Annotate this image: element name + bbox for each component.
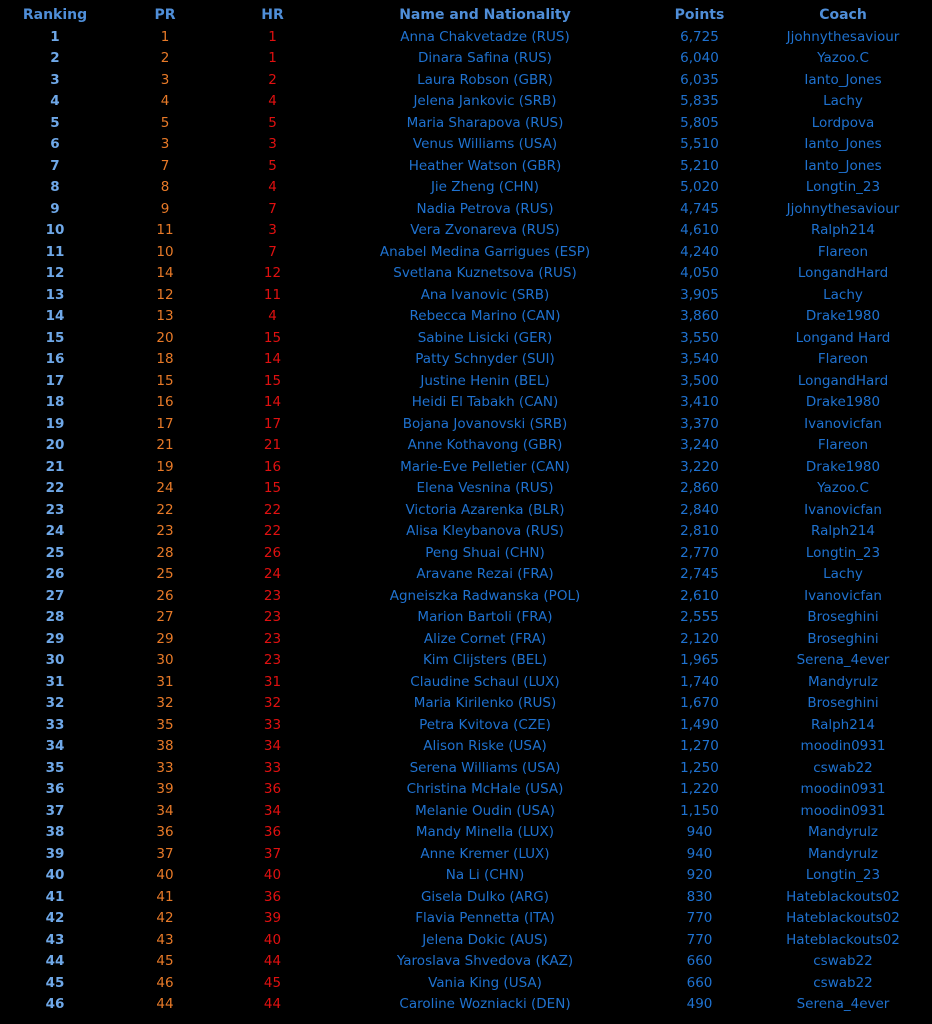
hr-cell: 15 bbox=[263, 372, 282, 389]
player-name-cell: Elena Vesnina (RUS) bbox=[416, 480, 554, 496]
points-cell: 660 bbox=[686, 953, 713, 969]
coach-cell: LongandHard bbox=[797, 372, 889, 389]
ranking-cell: 9 bbox=[50, 200, 60, 217]
ranking-cell: 28 bbox=[45, 609, 65, 625]
points-cell: 770 bbox=[686, 910, 713, 926]
ranking-cell: 3 bbox=[50, 71, 60, 88]
pr-cell: 16 bbox=[156, 394, 174, 410]
ranking-cell: 34 bbox=[45, 738, 65, 754]
pr-cell: 2 bbox=[160, 50, 170, 66]
player-name-cell: Petra Kvitova (CZE) bbox=[419, 716, 551, 733]
ranking-cell: 23 bbox=[45, 501, 65, 518]
coach-cell: Hateblackouts02 bbox=[786, 888, 900, 905]
ranking-cell: 11 bbox=[45, 243, 65, 260]
player-name-cell: Jie Zheng (CHN) bbox=[430, 179, 540, 195]
hr-cell: 7 bbox=[268, 200, 277, 217]
hr-cell: 44 bbox=[263, 953, 282, 969]
points-cell: 1,220 bbox=[680, 781, 719, 797]
points-cell: 3,500 bbox=[680, 372, 719, 389]
points-cell: 2,840 bbox=[680, 501, 719, 518]
ranking-cell: 20 bbox=[45, 437, 65, 453]
pr-cell: 23 bbox=[156, 523, 174, 539]
pr-cell: 39 bbox=[156, 781, 174, 797]
points-cell: 1,740 bbox=[680, 673, 719, 690]
ranking-cell: 25 bbox=[45, 544, 65, 561]
header-ranking: Ranking bbox=[22, 7, 88, 23]
hr-cell: 16 bbox=[263, 458, 282, 475]
points-cell: 2,770 bbox=[680, 544, 719, 561]
player-name-cell: Victoria Azarenka (BLR) bbox=[405, 501, 565, 518]
ranking-cell: 27 bbox=[45, 587, 65, 604]
pr-cell: 11 bbox=[156, 222, 174, 238]
pr-cell: 21 bbox=[156, 437, 174, 453]
player-name-cell: Gisela Dulko (ARG) bbox=[420, 888, 550, 905]
header-points: Points bbox=[674, 7, 725, 23]
hr-cell: 4 bbox=[268, 308, 277, 324]
player-name-cell: Serena Williams (USA) bbox=[409, 759, 561, 776]
coach-cell: Longtin_23 bbox=[805, 544, 881, 561]
pr-cell: 7 bbox=[160, 157, 170, 174]
points-cell: 4,050 bbox=[680, 265, 719, 281]
ranking-cell: 14 bbox=[45, 308, 65, 324]
player-name-cell: Vera Zvonareva (RUS) bbox=[410, 222, 560, 238]
pr-cell: 30 bbox=[156, 652, 174, 668]
hr-cell: 26 bbox=[263, 544, 282, 561]
points-cell: 940 bbox=[686, 845, 713, 862]
coach-cell: LongandHard bbox=[797, 265, 889, 281]
hr-cell: 17 bbox=[263, 415, 282, 432]
hr-cell: 39 bbox=[263, 910, 282, 926]
player-name-cell: Na Li (CHN) bbox=[445, 867, 525, 883]
ranking-cell: 22 bbox=[45, 480, 65, 496]
pr-cell: 37 bbox=[156, 845, 174, 862]
ranking-cell: 42 bbox=[45, 910, 65, 926]
player-name-cell: Peng Shuai (CHN) bbox=[425, 544, 545, 561]
coach-cell: Longtin_23 bbox=[805, 867, 881, 883]
coach-cell: Ianto_Jones bbox=[804, 136, 882, 152]
points-cell: 940 bbox=[686, 824, 713, 840]
hr-cell: 5 bbox=[268, 157, 277, 174]
pr-cell: 25 bbox=[156, 566, 174, 582]
coach-cell: Jjohnythesaviour bbox=[786, 200, 900, 217]
ranking-cell: 38 bbox=[45, 824, 65, 840]
coach-cell: Mandyrulz bbox=[808, 845, 878, 862]
player-name-cell: Kim Clijsters (BEL) bbox=[422, 652, 548, 668]
pr-cell: 28 bbox=[156, 544, 174, 561]
hr-cell: 33 bbox=[263, 759, 282, 776]
points-cell: 3,540 bbox=[680, 351, 719, 367]
pr-cell: 8 bbox=[160, 179, 170, 195]
player-name-cell: Bojana Jovanovski (SRB) bbox=[402, 415, 568, 432]
coach-cell: Lordpova bbox=[811, 114, 875, 131]
points-cell: 1,490 bbox=[680, 716, 719, 733]
points-cell: 5,805 bbox=[680, 114, 719, 131]
player-name-cell: Alison Riske (USA) bbox=[423, 738, 547, 754]
coach-cell: Ianto_Jones bbox=[804, 71, 882, 88]
player-name-cell: Marion Bartoli (FRA) bbox=[417, 609, 553, 625]
hr-cell: 40 bbox=[263, 931, 282, 948]
coach-cell: Yazoo.C bbox=[817, 480, 869, 496]
coach-cell: Drake1980 bbox=[805, 458, 881, 475]
pr-cell: 45 bbox=[156, 953, 174, 969]
coach-cell: Ivanovicfan bbox=[804, 415, 882, 432]
ranking-cell: 13 bbox=[45, 286, 65, 303]
pr-cell: 5 bbox=[160, 114, 170, 131]
ranking-cell: 19 bbox=[45, 415, 65, 432]
pr-cell: 42 bbox=[156, 910, 174, 926]
pr-cell: 26 bbox=[156, 587, 174, 604]
coach-cell: Mandyrulz bbox=[808, 673, 878, 690]
pr-cell: 34 bbox=[156, 802, 174, 819]
coach-cell: Ralph214 bbox=[811, 523, 875, 539]
points-cell: 770 bbox=[686, 931, 713, 948]
points-cell: 3,860 bbox=[680, 308, 719, 324]
hr-cell: 1 bbox=[268, 50, 277, 66]
points-cell: 3,220 bbox=[680, 458, 719, 475]
hr-cell: 3 bbox=[268, 222, 277, 238]
points-cell: 1,150 bbox=[680, 802, 719, 819]
player-name-cell: Anne Kremer (LUX) bbox=[420, 845, 550, 862]
hr-cell: 36 bbox=[263, 824, 282, 840]
hr-cell: 22 bbox=[263, 523, 282, 539]
pr-cell: 41 bbox=[156, 888, 174, 905]
pr-cell: 44 bbox=[156, 996, 174, 1012]
hr-cell: 32 bbox=[263, 695, 282, 711]
player-name-cell: Venus Williams (USA) bbox=[412, 136, 558, 152]
ranking-cell: 30 bbox=[45, 652, 65, 668]
points-cell: 1,250 bbox=[680, 759, 719, 776]
hr-cell: 34 bbox=[263, 802, 282, 819]
player-name-cell: Alisa Kleybanova (RUS) bbox=[406, 523, 564, 539]
hr-cell: 2 bbox=[268, 71, 277, 88]
pr-cell: 38 bbox=[156, 738, 174, 754]
ranking-cell: 37 bbox=[45, 802, 65, 819]
ranking-cell: 1 bbox=[50, 28, 60, 45]
pr-cell: 9 bbox=[160, 200, 170, 217]
hr-cell: 23 bbox=[263, 609, 282, 625]
coach-cell: cswab22 bbox=[813, 953, 873, 969]
player-name-cell: Maria Kirilenko (RUS) bbox=[413, 695, 557, 711]
ranking-cell: 29 bbox=[45, 630, 65, 647]
ranking-cell: 18 bbox=[45, 394, 65, 410]
coach-cell: Flareon bbox=[817, 243, 869, 260]
points-cell: 6,725 bbox=[680, 28, 719, 45]
coach-cell: Hateblackouts02 bbox=[786, 910, 900, 926]
pr-cell: 36 bbox=[156, 824, 174, 840]
pr-cell: 15 bbox=[156, 372, 174, 389]
hr-cell: 4 bbox=[268, 179, 277, 195]
pr-cell: 35 bbox=[156, 716, 174, 733]
ranking-cell: 26 bbox=[45, 566, 65, 582]
ranking-cell: 21 bbox=[45, 458, 65, 475]
points-cell: 5,835 bbox=[680, 93, 719, 109]
player-name-cell: Nadia Petrova (RUS) bbox=[416, 200, 554, 217]
hr-cell: 44 bbox=[263, 996, 282, 1012]
pr-cell: 3 bbox=[160, 136, 170, 152]
points-cell: 660 bbox=[686, 974, 713, 991]
coach-cell: Flareon bbox=[817, 351, 869, 367]
coach-cell: Longand Hard bbox=[795, 329, 891, 346]
points-cell: 4,240 bbox=[680, 243, 719, 260]
hr-cell: 23 bbox=[263, 630, 282, 647]
hr-cell: 31 bbox=[263, 673, 282, 690]
ranking-cell: 17 bbox=[45, 372, 65, 389]
ranking-cell: 41 bbox=[45, 888, 65, 905]
pr-cell: 3 bbox=[160, 71, 170, 88]
pr-cell: 19 bbox=[156, 458, 174, 475]
hr-cell: 21 bbox=[263, 437, 282, 453]
player-name-cell: Sabine Lisicki (GER) bbox=[417, 329, 553, 346]
coach-cell: Broseghini bbox=[807, 695, 879, 711]
coach-cell: Broseghini bbox=[807, 609, 879, 625]
ranking-cell: 40 bbox=[45, 867, 65, 883]
coach-cell: Serena_4ever bbox=[796, 652, 890, 668]
pr-cell: 27 bbox=[156, 609, 174, 625]
player-name-cell: Melanie Oudin (USA) bbox=[415, 802, 555, 819]
points-cell: 3,370 bbox=[680, 415, 719, 432]
coach-cell: Ianto_Jones bbox=[804, 157, 882, 174]
player-name-cell: Yaroslava Shvedova (KAZ) bbox=[396, 953, 574, 969]
player-name-cell: Justine Henin (BEL) bbox=[420, 372, 550, 389]
coach-cell: Lachy bbox=[823, 566, 863, 582]
coach-cell: Broseghini bbox=[807, 630, 879, 647]
player-name-cell: Mandy Minella (LUX) bbox=[415, 824, 555, 840]
hr-cell: 1 bbox=[268, 28, 277, 45]
pr-cell: 14 bbox=[156, 265, 174, 281]
pr-cell: 22 bbox=[156, 501, 174, 518]
coach-cell: Mandyrulz bbox=[808, 824, 878, 840]
hr-cell: 24 bbox=[263, 566, 282, 582]
ranking-cell: 10 bbox=[45, 222, 65, 238]
ranking-cell: 46 bbox=[45, 996, 65, 1012]
player-name-cell: Claudine Schaul (LUX) bbox=[410, 673, 560, 690]
ranking-cell: 43 bbox=[45, 931, 65, 948]
points-cell: 4,610 bbox=[680, 222, 719, 238]
hr-cell: 37 bbox=[263, 845, 282, 862]
hr-cell: 15 bbox=[263, 480, 282, 496]
player-name-cell: Maria Sharapova (RUS) bbox=[406, 114, 564, 131]
points-cell: 1,270 bbox=[680, 738, 719, 754]
pr-cell: 31 bbox=[156, 673, 174, 690]
coach-cell: moodin0931 bbox=[800, 802, 886, 819]
points-cell: 3,550 bbox=[680, 329, 719, 346]
points-cell: 2,810 bbox=[680, 523, 719, 539]
player-name-cell: Heidi El Tabakh (CAN) bbox=[411, 394, 559, 410]
hr-cell: 4 bbox=[268, 93, 277, 109]
player-name-cell: Ana Ivanovic (SRB) bbox=[420, 286, 550, 303]
hr-cell: 12 bbox=[263, 265, 282, 281]
ranking-cell: 16 bbox=[45, 351, 65, 367]
points-cell: 830 bbox=[686, 888, 713, 905]
hr-cell: 11 bbox=[263, 286, 282, 303]
ranking-cell: 44 bbox=[45, 953, 65, 969]
header-coach: Coach bbox=[819, 7, 867, 23]
header-hr: HR bbox=[261, 7, 284, 23]
player-name-cell: Aravane Rezai (FRA) bbox=[416, 566, 554, 582]
ranking-cell: 33 bbox=[45, 716, 65, 733]
player-name-cell: Heather Watson (GBR) bbox=[408, 157, 562, 174]
player-name-cell: Rebecca Marino (CAN) bbox=[409, 308, 561, 324]
player-name-cell: Anabel Medina Garrigues (ESP) bbox=[379, 243, 591, 260]
ranking-cell: 6 bbox=[50, 136, 60, 152]
coach-cell: Drake1980 bbox=[805, 308, 881, 324]
coach-cell: Flareon bbox=[817, 437, 869, 453]
ranking-cell: 24 bbox=[45, 523, 65, 539]
ranking-cell: 35 bbox=[45, 759, 65, 776]
player-name-cell: Alize Cornet (FRA) bbox=[423, 630, 547, 647]
ranking-cell: 7 bbox=[50, 157, 60, 174]
player-name-cell: Caroline Wozniacki (DEN) bbox=[399, 996, 571, 1012]
points-cell: 6,040 bbox=[680, 50, 719, 66]
coach-cell: Yazoo.C bbox=[817, 50, 869, 66]
ranking-cell: 39 bbox=[45, 845, 65, 862]
player-name-cell: Christina McHale (USA) bbox=[406, 781, 564, 797]
hr-cell: 36 bbox=[263, 888, 282, 905]
ranking-cell: 2 bbox=[50, 50, 60, 66]
player-name-cell: Svetlana Kuznetsova (RUS) bbox=[393, 265, 577, 281]
pr-cell: 33 bbox=[156, 759, 174, 776]
coach-cell: Hateblackouts02 bbox=[786, 931, 900, 948]
coach-cell: moodin0931 bbox=[800, 738, 886, 754]
player-name-cell: Anne Kothavong (GBR) bbox=[407, 437, 563, 453]
hr-cell: 33 bbox=[263, 716, 282, 733]
points-cell: 1,965 bbox=[680, 652, 719, 668]
hr-cell: 15 bbox=[263, 329, 282, 346]
points-cell: 3,240 bbox=[680, 437, 719, 453]
points-cell: 2,860 bbox=[680, 480, 719, 496]
pr-cell: 32 bbox=[156, 695, 174, 711]
pr-cell: 18 bbox=[156, 351, 174, 367]
pr-cell: 17 bbox=[156, 415, 174, 432]
hr-cell: 23 bbox=[263, 652, 282, 668]
coach-cell: moodin0931 bbox=[800, 781, 886, 797]
pr-cell: 29 bbox=[156, 630, 174, 647]
ranking-cell: 45 bbox=[45, 974, 65, 991]
hr-cell: 22 bbox=[263, 501, 282, 518]
points-cell: 2,555 bbox=[680, 609, 719, 625]
coach-cell: Jjohnythesaviour bbox=[786, 28, 900, 45]
points-cell: 2,610 bbox=[680, 587, 719, 604]
player-name-cell: Flavia Pennetta (ITA) bbox=[415, 910, 555, 926]
player-name-cell: Anna Chakvetadze (RUS) bbox=[400, 28, 570, 45]
coach-cell: Ivanovicfan bbox=[804, 587, 882, 604]
pr-cell: 13 bbox=[156, 308, 174, 324]
hr-cell: 14 bbox=[263, 394, 282, 410]
coach-cell: Lachy bbox=[823, 286, 863, 303]
points-cell: 5,020 bbox=[680, 179, 719, 195]
ranking-cell: 4 bbox=[50, 93, 60, 109]
points-cell: 3,410 bbox=[680, 394, 719, 410]
pr-cell: 46 bbox=[156, 974, 174, 991]
points-cell: 5,210 bbox=[680, 157, 719, 174]
player-name-cell: Patty Schnyder (SUI) bbox=[415, 351, 555, 367]
player-name-cell: Laura Robson (GBR) bbox=[417, 71, 553, 88]
coach-cell: cswab22 bbox=[813, 974, 873, 991]
points-cell: 5,510 bbox=[680, 136, 719, 152]
hr-cell: 45 bbox=[263, 974, 282, 991]
points-cell: 2,120 bbox=[680, 630, 719, 647]
hr-cell: 36 bbox=[263, 781, 282, 797]
header-pr: PR bbox=[154, 7, 176, 23]
player-name-cell: Agneiszka Radwanska (POL) bbox=[389, 587, 581, 604]
pr-cell: 4 bbox=[160, 93, 170, 109]
ranking-cell: 12 bbox=[45, 265, 65, 281]
hr-cell: 34 bbox=[263, 738, 282, 754]
header-name-nationality: Name and Nationality bbox=[399, 7, 571, 23]
coach-cell: Ivanovicfan bbox=[804, 501, 882, 518]
ranking-cell: 5 bbox=[50, 114, 60, 131]
pr-cell: 1 bbox=[160, 28, 170, 45]
hr-cell: 5 bbox=[268, 114, 277, 131]
points-cell: 3,905 bbox=[680, 286, 719, 303]
points-cell: 920 bbox=[686, 867, 713, 883]
ranking-cell: 15 bbox=[45, 329, 65, 346]
hr-cell: 14 bbox=[263, 351, 282, 367]
player-name-cell: Vania King (USA) bbox=[428, 974, 542, 991]
coach-cell: Ralph214 bbox=[811, 222, 875, 238]
hr-cell: 3 bbox=[268, 136, 277, 152]
coach-cell: cswab22 bbox=[813, 759, 873, 776]
points-cell: 6,035 bbox=[680, 71, 719, 88]
player-name-cell: Marie-Eve Pelletier (CAN) bbox=[400, 458, 570, 475]
hr-cell: 23 bbox=[263, 587, 282, 604]
points-cell: 2,745 bbox=[680, 566, 719, 582]
pr-cell: 24 bbox=[156, 480, 174, 496]
points-cell: 490 bbox=[686, 996, 713, 1012]
player-name-cell: Jelena Jankovic (SRB) bbox=[413, 93, 557, 109]
points-cell: 1,670 bbox=[680, 695, 719, 711]
coach-cell: Longtin_23 bbox=[805, 179, 881, 195]
player-name-cell: Jelena Dokic (AUS) bbox=[422, 931, 548, 948]
ranking-cell: 31 bbox=[45, 673, 65, 690]
ranking-cell: 36 bbox=[45, 781, 65, 797]
player-name-cell: Dinara Safina (RUS) bbox=[418, 50, 552, 66]
coach-cell: Lachy bbox=[823, 93, 863, 109]
pr-cell: 20 bbox=[156, 329, 174, 346]
hr-cell: 7 bbox=[268, 243, 277, 260]
ranking-cell: 8 bbox=[50, 179, 60, 195]
pr-cell: 40 bbox=[156, 867, 174, 883]
coach-cell: Drake1980 bbox=[805, 394, 881, 410]
coach-cell: Serena_4ever bbox=[796, 996, 890, 1012]
points-cell: 4,745 bbox=[680, 200, 719, 217]
coach-cell: Ralph214 bbox=[811, 716, 875, 733]
pr-cell: 10 bbox=[156, 243, 174, 260]
ranking-cell: 32 bbox=[45, 695, 65, 711]
pr-cell: 43 bbox=[156, 931, 174, 948]
pr-cell: 12 bbox=[156, 286, 174, 303]
hr-cell: 40 bbox=[263, 867, 282, 883]
